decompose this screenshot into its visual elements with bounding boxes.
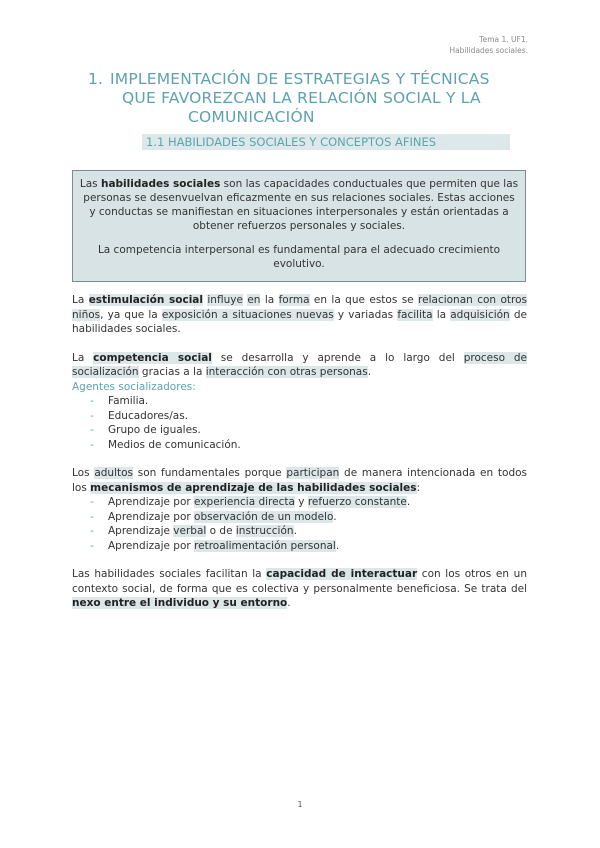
term-highlight: competencia social: [93, 351, 212, 364]
paragraph-stimulation: [72, 293, 527, 337]
list-item: - Educadores/as.: [90, 409, 189, 422]
term-highlight: nexo entre el individuo y su entorno: [72, 597, 288, 609]
text-span: Aprendizaje por: [108, 496, 195, 508]
term-highlight: mecanismos de aprendizaje de las habilidades sociales: [90, 481, 417, 494]
highlight: retroalimentación personal: [194, 539, 336, 552]
highlight: proceso de socialización: [72, 351, 528, 378]
text-span: .: [406, 496, 411, 508]
highlight: adultos: [94, 467, 133, 479]
list-item: - Familia.: [90, 395, 149, 407]
text-span: Los: [72, 467, 95, 479]
text-span: gracias a la: [138, 366, 206, 378]
definition-box: [72, 170, 526, 282]
text-span: :: [416, 481, 421, 494]
list-item-text: Grupo de iguales.: [108, 424, 201, 436]
highlight: experiencia directa: [194, 496, 295, 508]
definition-paragraph: [79, 177, 519, 233]
highlight: participan: [286, 467, 340, 479]
list-item-text: Familia.: [108, 395, 149, 407]
highlight: verbal: [173, 525, 207, 537]
text-span: de habilidades sociales.: [72, 308, 528, 335]
highlight: refuerzo constante: [307, 496, 407, 508]
paragraph-competence: [72, 351, 527, 380]
list-item: - Aprendizaje por retroalimentación personal.: [90, 539, 340, 552]
list-item: - Aprendizaje por observación de un modelo.: [90, 510, 337, 523]
subsection-title: 1.1 HABILIDADES SOCIALES Y CONCEPTOS AFINES: [142, 134, 510, 150]
text-span: La: [72, 351, 94, 364]
highlight: facilita: [397, 308, 433, 321]
text-span: .: [293, 525, 297, 537]
title-line-3: COMUNICACIÓN: [188, 108, 315, 126]
section-title: [88, 70, 548, 127]
text-span: en la que estos se: [309, 294, 419, 306]
text-span: o de: [206, 525, 236, 537]
highlight: influye: [207, 294, 243, 306]
list-item-text: Medios de comunicación.: [108, 438, 241, 451]
text-span: La: [72, 294, 89, 306]
text-span: .: [287, 597, 291, 609]
header-topic: Tema 1. UF1.: [479, 35, 528, 44]
title-line-1: IMPLEMENTACIÓN DE ESTRATEGIAS Y TÉCNICAS: [110, 70, 490, 88]
highlight: forma: [278, 294, 310, 306]
header-subject: Habilidades sociales.: [449, 46, 528, 55]
term-bold: habilidades sociales: [100, 178, 221, 190]
text-span: Las: [79, 178, 101, 190]
main-content: [72, 293, 527, 611]
term-highlight: capacidad de interactuar: [266, 568, 418, 580]
list-item: - Medios de comunicación.: [90, 438, 241, 451]
list-item: - Aprendizaje por experiencia directa y refuerzo constante.: [90, 496, 411, 508]
highlight: observación de un modelo: [194, 510, 334, 523]
highlight: adquisición: [450, 308, 510, 321]
text-span: Aprendizaje: [108, 525, 174, 537]
highlight: en: [247, 294, 261, 306]
term-highlight: estimulación social: [88, 294, 203, 306]
text-span: y: [294, 496, 308, 508]
text-span: la: [432, 308, 451, 321]
text-span: .: [335, 539, 340, 552]
page-number: 1: [297, 800, 303, 809]
section-number: 1.: [88, 70, 104, 88]
list-item-text: Educadores/as.: [108, 409, 189, 422]
list-item: - Aprendizaje verbal o de instrucción.: [90, 525, 297, 537]
highlight: instrucción: [235, 525, 294, 537]
text-span: son fundamentales porque: [133, 467, 287, 479]
text-span: Aprendizaje por: [108, 510, 195, 523]
text-span: Las habilidades sociales facilitan la: [72, 568, 267, 580]
paragraph-adults: [72, 466, 527, 495]
text-span: , ya que la: [100, 308, 162, 321]
learning-list: [72, 495, 527, 553]
list-item: - Grupo de iguales.: [90, 424, 201, 436]
highlight: relacionan con otros niños: [72, 294, 527, 321]
title-line-2: QUE FAVOREZCAN LA RELACIÓN SOCIAL Y LA: [122, 89, 481, 107]
highlight: interacción con otras personas: [205, 366, 368, 378]
page-header: [449, 34, 528, 56]
paragraph-interaction: [72, 567, 527, 611]
competence-paragraph: La competencia interpersonal es fundamental para el adecuado crecimiento evolutivo.: [97, 244, 501, 270]
text-span: se desarrolla y aprende a lo largo del: [211, 351, 464, 364]
text-span: Aprendizaje por: [108, 539, 195, 552]
text-span: son las capacidades conductuales que permiten que las personas se desenvuelvan eficazmente en sus relaciones sociales. Estas acciones y conductas se manifiestan en situaciones interpersonales y están orientadas a obtener refuerzos personales y sociales.: [83, 178, 519, 232]
agents-list: [72, 394, 527, 452]
text-span: con los otros en un contexto social, de forma que es colectiva y personalmente beneficiosa. Se trata del: [72, 568, 527, 595]
text-span: .: [333, 510, 337, 523]
text-span: de manera intencionada en todos los: [72, 467, 527, 494]
text-span: .: [367, 366, 372, 378]
text-span: la: [260, 294, 279, 306]
agents-label: Agentes socializadores:: [72, 380, 196, 393]
text-span: y variadas: [333, 308, 398, 321]
highlight: exposición a situaciones nuevas: [161, 308, 334, 321]
